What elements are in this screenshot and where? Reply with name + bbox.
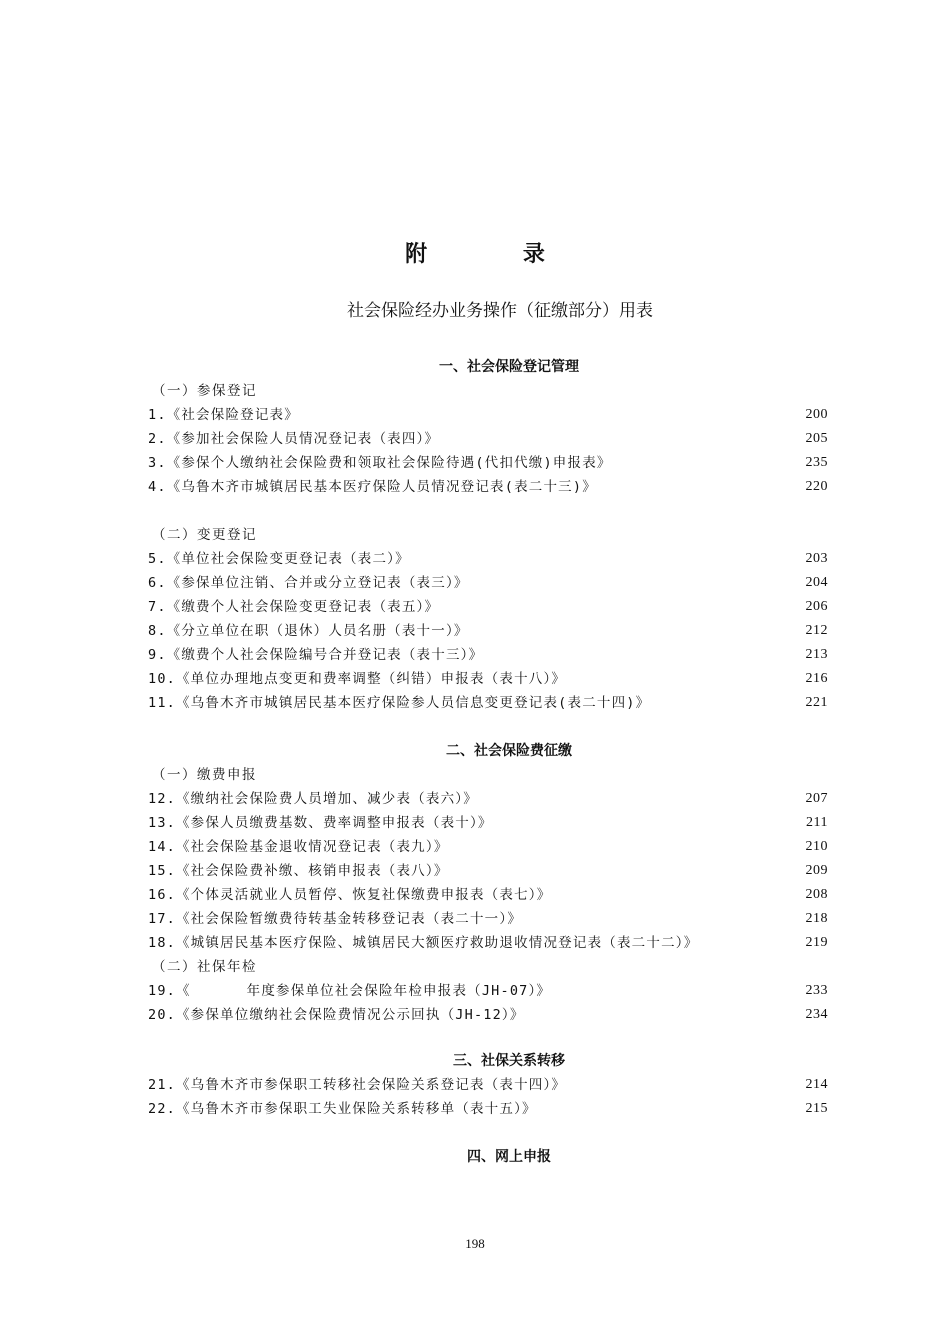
toc-entry[interactable] (148, 859, 828, 883)
section-registration (148, 355, 828, 715)
toc-entry-title: 2.《参加社会保险人员情况登记表（表四）》 (148, 431, 440, 447)
toc-entry-page: 205 (805, 431, 828, 446)
toc-entry-title: 10.《单位办理地点变更和费率调整（纠错）申报表（表十八）》 (148, 671, 567, 687)
toc-entry-page: 235 (805, 455, 828, 470)
toc-entry[interactable] (148, 427, 828, 451)
page-title: 附 录 (405, 242, 589, 267)
toc-entry-title: 1.《社会保险登记表》 (148, 407, 299, 423)
toc-entry[interactable] (148, 979, 828, 1003)
toc-entry-title: 8.《分立单位在职（退休）人员名册（表十一）》 (148, 623, 469, 639)
toc-entry[interactable] (148, 475, 828, 499)
toc-entry-title: 14.《社会保险基金退收情况登记表（表九）》 (148, 839, 449, 855)
toc-entry-page: 203 (805, 551, 828, 566)
page-subtitle: 社会保险经办业务操作（征缴部分）用表 (347, 301, 653, 321)
toc-entry-page: 206 (805, 599, 828, 614)
toc-entry-page: 216 (805, 671, 828, 686)
toc-entry-title: 5.《单位社会保险变更登记表（表二）》 (148, 551, 410, 567)
toc-entry-title: 6.《参保单位注销、合并或分立登记表（表三）》 (148, 575, 469, 591)
section-heading: 二、社会保险费征缴 (446, 743, 572, 759)
toc-entry-page: 218 (805, 911, 828, 926)
group-heading: （一）参保登记 (152, 383, 257, 399)
section-heading: 三、社保关系转移 (453, 1053, 565, 1069)
toc-entry[interactable] (148, 667, 828, 691)
group-heading: （一）缴费申报 (152, 767, 257, 783)
spacer (148, 1121, 828, 1145)
toc-entry[interactable] (148, 811, 828, 835)
toc-entry-page: 211 (806, 815, 828, 830)
spacer (148, 1027, 828, 1049)
toc-entry[interactable] (148, 1073, 828, 1097)
toc-entry-title: 13.《参保人员缴费基数、费率调整申报表（表十）》 (148, 815, 493, 831)
toc-entry[interactable] (148, 907, 828, 931)
toc-entry-title: 4.《乌鲁木齐市城镇居民基本医疗保险人员情况登记表(表二十三)》 (148, 479, 597, 495)
toc-entry[interactable] (148, 571, 828, 595)
toc-entry-title: 12.《缴纳社会保险费人员增加、减少表（表六）》 (148, 791, 478, 807)
toc-entry-title: 18.《城镇居民基本医疗保险、城镇居民大额医疗救助退收情况登记表（表二十二）》 (148, 935, 699, 951)
section-transfer (148, 1049, 828, 1121)
toc-entry-page: 220 (805, 479, 828, 494)
toc-entry-title: 15.《社会保险费补缴、核销申报表（表八）》 (148, 863, 449, 879)
spacer (148, 499, 828, 523)
toc-entry-page: 204 (805, 575, 828, 590)
toc-entry[interactable] (148, 787, 828, 811)
toc-entry-title: 22.《乌鲁木齐市参保职工失业保险关系转移单（表十五）》 (148, 1101, 537, 1117)
toc-entry[interactable] (148, 691, 828, 715)
table-of-contents (148, 355, 828, 1169)
toc-entry-page: 208 (805, 887, 828, 902)
toc-entry-page: 221 (805, 695, 828, 710)
toc-entry-page: 234 (805, 1007, 828, 1022)
toc-entry[interactable] (148, 451, 828, 475)
toc-entry[interactable] (148, 1003, 828, 1027)
toc-entry-page: 209 (805, 863, 828, 878)
section-contribution (148, 739, 828, 1027)
page-number: 198 (465, 1236, 485, 1251)
toc-entry-title: 11.《乌鲁木齐市城镇居民基本医疗保险参人员信息变更登记表(表二十四)》 (148, 695, 651, 711)
toc-entry[interactable] (148, 931, 828, 955)
toc-entry-title: 7.《缴费个人社会保险变更登记表（表五）》 (148, 599, 440, 615)
toc-entry-title: 9.《缴费个人社会保险编号合并登记表（表十三）》 (148, 647, 484, 663)
section-heading: 四、网上申报 (467, 1149, 551, 1165)
toc-entry[interactable] (148, 1097, 828, 1121)
toc-entry-title: 3.《参保个人缴纳社会保险费和领取社会保险待遇(代扣代缴)申报表》 (148, 455, 612, 471)
toc-entry-title: 16.《个体灵活就业人员暂停、恢复社保缴费申报表（表七）》 (148, 887, 552, 903)
group-heading: （二）社保年检 (152, 959, 257, 975)
toc-entry-page: 207 (805, 791, 828, 806)
toc-entry-page: 212 (805, 623, 828, 638)
toc-entry-page: 213 (805, 647, 828, 662)
toc-entry[interactable] (148, 547, 828, 571)
toc-entry-title: 19.《 年度参保单位社会保险年检申报表（JH-07）》 (148, 983, 552, 999)
toc-entry-title: 20.《参保单位缴纳社会保险费情况公示回执（JH-12）》 (148, 1007, 525, 1023)
toc-entry-page: 200 (805, 407, 828, 422)
toc-entry[interactable] (148, 835, 828, 859)
section-heading: 一、社会保险登记管理 (439, 359, 579, 375)
toc-entry[interactable] (148, 643, 828, 667)
toc-entry[interactable] (148, 619, 828, 643)
toc-entry[interactable] (148, 595, 828, 619)
toc-entry-page: 233 (805, 983, 828, 998)
toc-entry[interactable] (148, 403, 828, 427)
group-heading: （二）变更登记 (152, 527, 257, 543)
toc-entry-page: 219 (805, 935, 828, 950)
spacer (148, 715, 828, 739)
toc-entry-title: 21.《乌鲁木齐市参保职工转移社会保险关系登记表（表十四）》 (148, 1077, 567, 1093)
toc-entry-title: 17.《社会保险暂缴费待转基金转移登记表（表二十一）》 (148, 911, 523, 927)
toc-entry-page: 214 (805, 1077, 828, 1092)
toc-entry[interactable] (148, 883, 828, 907)
toc-entry-page: 215 (805, 1101, 828, 1116)
toc-entry-page: 210 (805, 839, 828, 854)
section-online-filing (148, 1145, 828, 1169)
